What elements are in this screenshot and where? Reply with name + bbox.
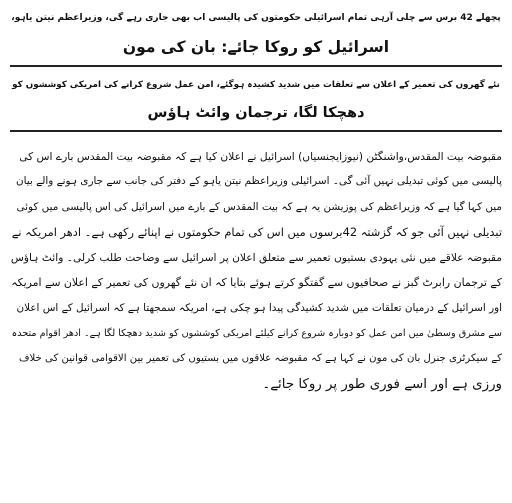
body-line: مقبوضہ علاقے میں نئی یہودی بستیوں تعمیر سے متعلق اعلان پر اسرائیل سے وضاحت طلب کرلی۔ وائٹ ہاؤس [10, 251, 502, 265]
body-line: سے مشرق وسطیٰ میں امن عمل کو دوبارہ شروع کرانے کیلئے امریکی کوششوں کو شدید دھچکا لگا ہے۔ ادھر اقوام متحدہ [11, 328, 502, 340]
body-line: کے سیکرٹری جنرل بان کی مون نے کہا ہے کہ مقبوضہ علاقوں میں بستیوں کی تعمیر بین الاقوامی قوانین کی خلاف [19, 353, 502, 365]
body-line: میں کہا گیا ہے کہ وزیراعظم کی پوزیشن یہ ہے کہ بیت المقدس کے بارے میں اسرائیل کی اس پالیسی میں کوئی [16, 200, 502, 213]
headline-line-1: پچھلے 42 برس سے چلی آرہی تمام اسرائیلی حکومتوں کی پالیسی اب بھی جاری رہے گی، وزیراعظم نیتن یاہو، [11, 13, 501, 23]
subheadline [10, 71, 502, 127]
headline-line-2: اسرائیل کو روکا جائے: بان کی مون [122, 38, 390, 56]
subheadline-line-1: نئے گھروں کی تعمیر کے اعلان سے تعلقات میں شدید کشیدہ ہوگئے، امن عمل شروع کرانے کی امریکی کوششوں کو [12, 80, 500, 90]
body-line: مقبوضہ بیت المقدس،واشنگٹن (نیوزایجنسیاں) اسرائیل نے اعلان کیا ہے کہ مقبوضہ بیت المقدس بارے اس کی [19, 150, 502, 163]
body-line: تبدیلی نہیں آئی جو کہ گزشتہ 42برسوں میں اس کی تمام حکومتوں نے اپنائے رکھی ہے۔ ادھر امریکہ نے [11, 224, 502, 239]
divider-top [10, 65, 502, 67]
body-line: پالیسی میں کوئی تبدیلی نہیں آئی گی۔ اسرائیلی وزیراعظم نیتن یاہو کے دفتر کی جانب سے جاری ہونے والے بیان [15, 175, 502, 188]
headline [10, 4, 502, 62]
article-body [10, 144, 502, 397]
body-line: کے ترجمان رابرٹ گبز نے صحافیوں سے گفتگو کرتے ہوئے بتایا کہ ان نئے گھروں کی تعمیر کے اعلان سے امریکہ [11, 276, 502, 290]
subheadline-line-2: دھچکا لگا، ترجمان وائٹ ہاؤس [147, 105, 365, 121]
divider-bottom [10, 130, 502, 132]
body-line: اور اسرائیل کے درمیان تعلقات میں شدید کشیدگی پیدا ہو چکی ہے، امریکہ سمجھتا ہے کہ اسرائیل کے اس اعلان [16, 301, 502, 314]
body-line: ورزی ہے اور اسے فوری طور پر روکا جائے۔ [262, 376, 502, 392]
